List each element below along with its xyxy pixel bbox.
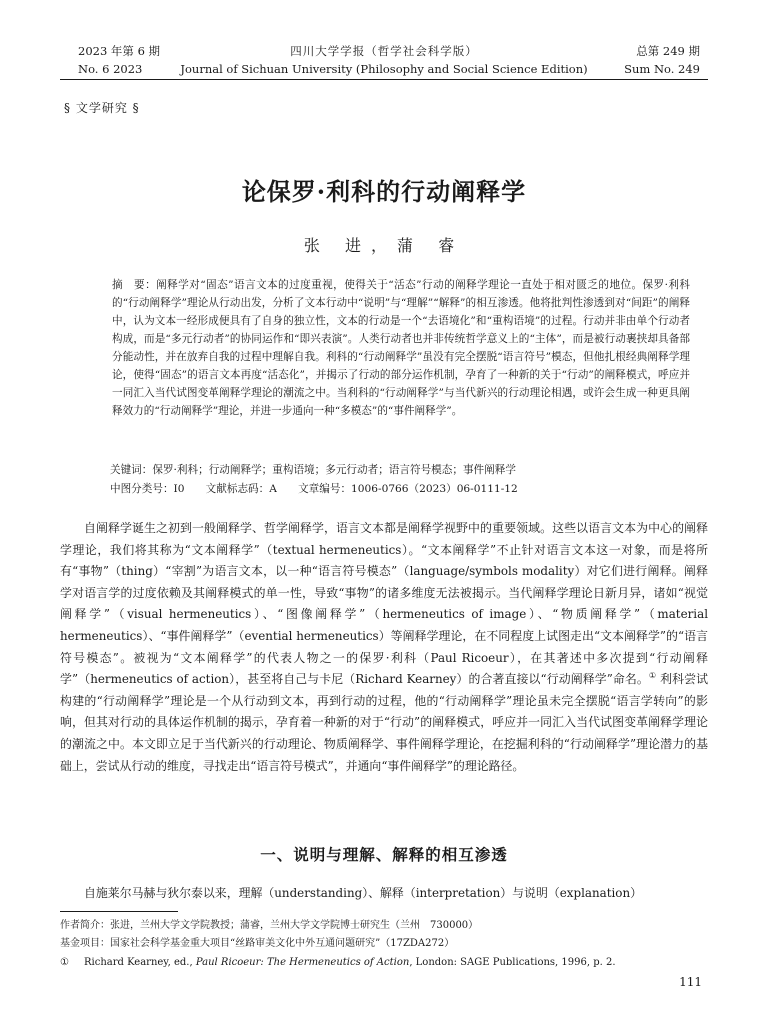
keywords: 关键词：保罗·利科；行动阐释学；重构语境；多元行动者；语言符号模态；事件阐释学 [110,464,516,476]
body-paragraph [60,518,708,777]
journal-name-cn: 四川大学学报（哲学社会科学版） [290,44,478,58]
body-paragraph-part-2: 利科尝试构建的“行动阐释学”理论是一个从行动到文本，再到行动的过程，他的“行动阐释学”理论虽未完全摆脱“语言学转向”的影响，但其对行动的具体运作机制的揭示，孕育着一种新的对于“行动”的阐释模式，呼应并一同汇入当代试图变革阐释学理论的潮流之中。本文即立足于当代新兴的行动理论、物质阐释学、事件阐释学理论，在挖掘利科的“行动阐释学”理论潜力的基础上，尝试从行动的维度，寻找走出“语言符号模式”，并通向“事件阐释学”的理论路径。 [60,672,709,773]
footnote-1 [60,955,616,970]
footnote-rule [60,911,178,912]
sum-cn: 总第 249 期 [636,44,700,58]
section-tag: § 文学研究 § [64,101,140,115]
sum-en: Sum No. 249 [624,62,700,76]
body-paragraph-2: 自施莱尔马赫与狄尔泰以来，理解（understanding）、解释（interpretation）与说明（explanation） [84,886,643,900]
footnote-1-post: , London: SAGE Publications, 1996, p. 2. [409,957,616,968]
article-authors: 张 进，蒲 睿 [303,236,465,255]
footnote-1-title: Paul Ricoeur: The Hermeneutics of Action [195,957,410,968]
article-title: 论保罗·利科的行动阐释学 [241,177,527,206]
fund-info: 基金项目：国家社会科学基金重大项目“丝路审美文化中外互通问题研究”（17ZDA272） [60,938,455,949]
journal-name [60,42,708,78]
issue-cn: 2023 年第 6 期 [78,44,161,58]
page-number: 111 [679,975,702,989]
body-paragraph-part-1: 自阐释学诞生之初到一般阐释学、哲学阐释学，语言文本都是阐释学视野中的重要领域。这些以语言文本为中心的阐释学理论，我们将其称为“文本阐释学”（textual hermeneutics）。“文本阐释学”不止针对语言文本这一对象，而是将所有“事物”（thing）“宰割”为语言文本，以一种“语言符号模态”（language/symbols modality）对它们进行阐释。阐释学对语言学的过度依赖及其阐释模式的单一性，导致“事物”的诸多维度无法被揭示。当代阐释学理论日新月异，诸如“视觉阐释学”（visual hermeneutics）、“图像阐释学”（hermeneutics of image）、“物质阐释学”（material hermeneutics）、“事件阐释学”（evential hermeneutics）等阐释学理论，在不同程度上试图走出“文本阐释学”的“语言符号模态”。被视为“文本阐释学”的代表人物之一的保罗·利科（Paul Ricoeur），在其著述中多次提到“行动阐释学”（hermeneutics of action），甚至将自己与卡尼（Richard Kearney）的合著直接以“行动阐释学”命名。 [60,521,708,687]
header-rule [60,79,708,80]
footnote-1-number: ① [60,957,69,968]
classification-line: 中图分类号：I0 文献标志码：A 文章编号：1006-0766（2023）06-0111-12 [110,483,518,495]
section-heading: 一、说明与理解、解释的相互渗透 [260,845,508,864]
sum-info [624,42,700,78]
author-intro: 作者简介：张进，兰州大学文学院教授；蒲睿，兰州大学文学院博士研究生（兰州 730000） [60,920,479,931]
abstract [86,276,690,420]
abstract-text: 摘 要：阐释学对“固态”语言文本的过度重视，使得关于“活态”行动的阐释学理论一直处于相对匮乏的地位。保罗·利科的“行动阐释学”理论从行动出发，分析了文本行动中“说明”与“理解”“解释”的相互渗透。他将批判性渗透到对“间距”的阐释中，认为文本一经形成便具有了自身的独立性，文本的行动是一个“去语境化”和“重构语境”的过程。行动并非由单个行动者构成，而是“多元行动者”的协同运作和“即兴表演”。人类行动者也并非传统哲学意义上的“主体”，而是被行动裹挟却具备部分能动性，并在放弃自我的过程中理解自我。利科的“行动阐释学”虽没有完全摆脱“语言符号”模态，但他扎根经典阐释学理论，使得“固态”的语言文本再度“活态化”，并揭示了行动的部分运作机制，孕育了一种新的关于“行动”的阐释模式，呼应并一同汇入当代试图变革阐释学理论的潮流之中。当利科的“行动阐释学”与当代新兴的行动理论相遇，或许会生成一种更具阐释效力的“行动阐释学”理论，并进一步通向一种“多模态”的“事件阐释学”。 [112,279,690,417]
journal-name-en: Journal of Sichuan University (Philosophy and Social Science Edition) [180,62,588,76]
footnote-ref[interactable]: ① [648,671,657,681]
running-header [60,42,708,78]
issue-en: No. 6 2023 [78,62,143,76]
footnote-1-pre: Richard Kearney, ed., [84,957,196,968]
